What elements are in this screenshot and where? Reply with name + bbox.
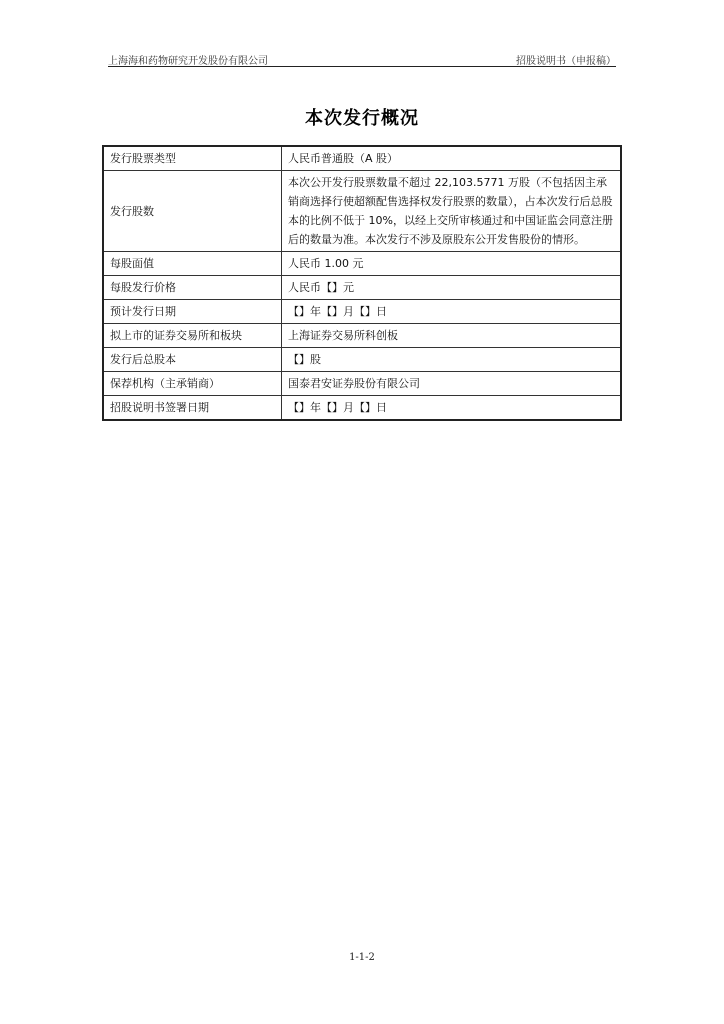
row-label: 发行后总股本 <box>103 348 282 372</box>
page-title: 本次发行概况 <box>305 108 419 129</box>
row-value: 人民币普通股（A 股） <box>282 146 622 171</box>
page-number: 1-1-2 <box>349 952 375 963</box>
table-row <box>103 276 621 300</box>
row-label: 每股面值 <box>103 252 282 276</box>
table-row <box>103 252 621 276</box>
row-value: 人民币【】元 <box>282 276 622 300</box>
table-row <box>103 300 621 324</box>
row-label: 保荐机构（主承销商） <box>103 372 282 396</box>
company-name: 上海海和药物研究开发股份有限公司 <box>108 56 268 67</box>
row-label: 发行股数 <box>103 171 282 252</box>
row-label: 招股说明书签署日期 <box>103 396 282 421</box>
row-value: 【】年【】月【】日 <box>282 396 622 421</box>
row-value: 本次公开发行股票数量不超过 22,103.5771 万股（不包括因主承销商选择行使超额配售选择权发行股票的数量），占本次发行后总股本的比例不低于 10%，以经上交所审核通过和中国证监会同意注册后的数量为准。本次发行不涉及原股东公开发售股份的情形。 <box>282 171 622 252</box>
row-label: 每股发行价格 <box>103 276 282 300</box>
row-value: 上海证券交易所科创板 <box>282 324 622 348</box>
table-row <box>103 146 621 171</box>
table-row <box>103 348 621 372</box>
table-row <box>103 396 621 421</box>
row-value: 人民币 1.00 元 <box>282 252 622 276</box>
row-value: 国泰君安证券股份有限公司 <box>282 372 622 396</box>
page-header <box>108 50 616 66</box>
row-value: 【】年【】月【】日 <box>282 300 622 324</box>
document-type: 招股说明书（申报稿） <box>516 56 616 67</box>
table-row <box>103 372 621 396</box>
row-label: 发行股票类型 <box>103 146 282 171</box>
table-row <box>103 171 621 252</box>
row-label: 预计发行日期 <box>103 300 282 324</box>
offering-summary-table <box>102 145 622 421</box>
header-divider <box>108 66 616 67</box>
table-row <box>103 324 621 348</box>
row-label: 拟上市的证券交易所和板块 <box>103 324 282 348</box>
row-value: 【】股 <box>282 348 622 372</box>
